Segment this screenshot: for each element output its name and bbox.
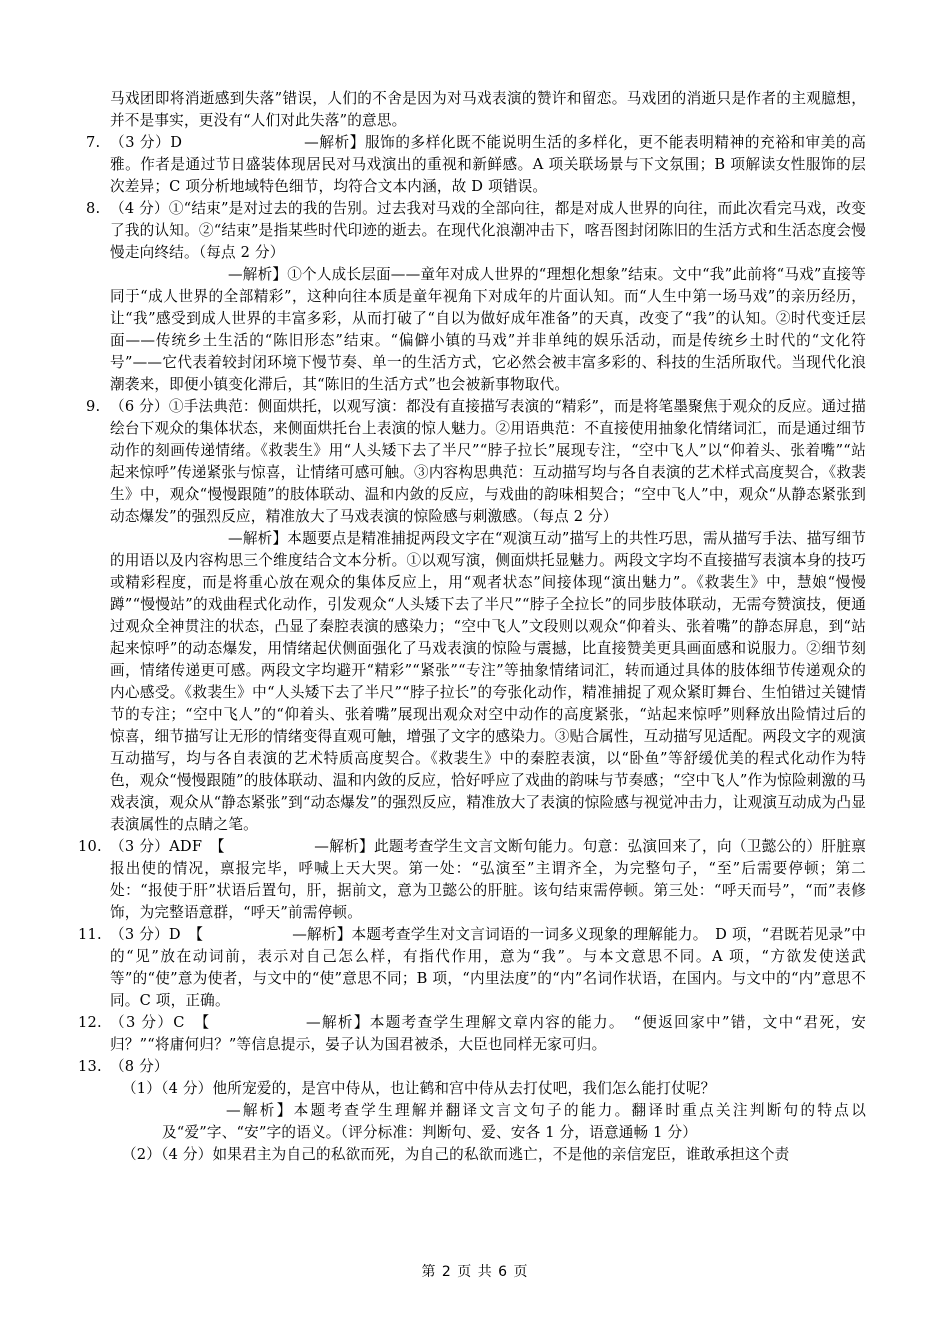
item-analysis: —解析】①个人成长层面——童年对成人世界的“理想化想象”结束。文中“我”此前将“马戏”直接等同于“成人世界的全部精彩”，这种向往本质是童年视角下对成年的片面认知。而“人生中第一场马戏”的亲历经历，让“我”感受到成人世界的丰富多彩，从而打破了“自以为做好成年准备”的天真，改变了“我”的认知。②时代变迁层面——传统乡土生活的“陈旧形态”结束。“偏僻小镇的马戏”并非单纯的娱乐活动，而是传统乡土时代的“文化符号”——它代表着较封闭环境下慢节奏、单一的生活方式，它必然会被丰富多彩的、科技的生活所取代。当现代化浪潮袭来，即便小镇变化滞后，其“陈旧的生活方式”也会被新事物取代。 (110, 266, 866, 393)
answer-item-8 (86, 198, 866, 396)
item-text: （3 分）ADF 【 —解析】此题考查学生文言文断句能力。句意：弘演回来了，向（卫懿公的）肝脏禀报出使的情况，禀报完毕，呼喊上天大哭。第一处：“弘演至”主谓齐全，为完整句子，“至”后需要停顿；第二处：“报使于肝”状语后置句，肝，据前文，意为卫懿公的肝脏。该句结束需停顿。第三处：“呼天而号”，“而”表修饰，为完整语意群，“呼天”前需停顿。 (110, 838, 866, 921)
answer-item-9 (86, 396, 866, 836)
answer-item-13 (78, 1056, 866, 1166)
intro-paragraph: 马戏团即将消逝感到失落”错误，人们的不舍是因为对马戏表演的赞许和留恋。马戏团的消逝只是作者的主观臆想，并不是事实，更没有“人们对此失落”的意思。 (110, 90, 866, 129)
item-text: （4 分）①“结束”是对过去的我的告别。过去我对马戏的全部向往，都是对成人世界的向往，而此次看完马戏，改变了我的认知。②“结束”是指某些时代印迹的逝去。在现代化浪潮冲击下，喀吾图封闭陈旧的生活方式和生活态度会慢慢走向终结。（每点 2 分） (110, 200, 866, 261)
item-text: （6 分）①手法典范：侧面烘托，以观写演：都没有直接描写表演的“精彩”，而是将笔墨聚焦于观众的反应。通过描绘台下观众的集体状态，来侧面烘托台上表演的惊人魅力。②用语典范：不直接使用抽象化情绪词汇，而是通过细节动作的刻画传递情绪。《救裴生》用“人头矮下去了半尺”“脖子拉长”展现专注，“空中飞人”以“仰着头、张着嘴”“站起来惊呼”传递紧张与惊喜，让情绪可感可触。③内容构思典范：互动描写均与各自表演的艺术样式高度契合，《救裴生》中，观众“慢慢跟随”的肢体联动、温和内敛的反应，与戏曲的韵味相契合；“空中飞人”中，观众“从静态紧张到动态爆发”的强烈反应，精准放大了马戏表演的惊险感与刺激感。（每点 2 分） (110, 398, 866, 525)
item-text: （8 分） (110, 1058, 169, 1075)
item-number: 12. (78, 1014, 102, 1031)
sub-answer-2: （2）（4 分）如果君主为自己的私欲而死，为自己的私欲而逃亡，不是他的亲信宠臣，谁敢承担这个责 (122, 1146, 790, 1163)
item-number: 9. (86, 398, 101, 415)
item-text: （3 分）C 【 —解析】本题考查学生理解文章内容的能力。 “便返回家中”错，文中“君死，安归？”“将庸何归？”等信息提示，晏子认为国君被杀，大臣也同样无家可归。 (110, 1014, 866, 1053)
item-number: 8. (86, 200, 101, 217)
answer-item-11 (78, 924, 866, 1012)
item-number: 11. (78, 926, 102, 943)
item-number: 13. (78, 1058, 102, 1075)
item-text: （3 分）D 【 —解析】本题考查学生对文言词语的一词多义现象的理解能力。 D 项，“君既若见录”中的“见”放在动词前，表示对自己怎么样，有指代作用，意为“我”。与本文意思不同。A 项，“方欲发使送武等”的“使”意为使者，与文中的“使”意思不同；B 项，“内里法度”的“内”名词作状语，在国内。与文中的“内”意思不同。C 项，正确。 (110, 926, 866, 1009)
sub-answer-1-analysis: —解析】本题考查学生理解并翻译文言文句子的能力。翻译时重点关注判断句的特点以及“爱”字、“安”字的语义。（评分标准：判断句、爱、安各 1 分，语意通畅 1 分） (162, 1102, 866, 1141)
answer-item-10 (78, 836, 866, 924)
answer-item-12 (78, 1012, 866, 1056)
item-number: 10. (78, 838, 102, 855)
item-analysis: —解析】本题要点是精准捕捉两段文字在“观演互动”描写上的共性巧思，需从描写手法、描写细节的用语以及内容构思三个维度结合文本分析。①以观写演，侧面烘托显魅力。两段文字均不直接描写表演本身的技巧或精彩程度，而是将重心放在观众的集体反应上，用“观者状态”间接体现“演出魅力”。《救裴生》中，慧娘“慢慢蹲”“慢慢站”的戏曲程式化动作，引发观众“人头矮下去了半尺”“脖子全拉长”的同步肢体联动，无需夸赞演技，便通过观众全神贯注的状态，凸显了秦腔表演的感染力；“空中飞人”文段则以观众“仰着头、张着嘴”的静态屏息，到“站起来惊呼”的动态爆发，用情绪起伏侧面强化了马戏表演的惊险与震撼，比直接赞美更具画面感和说服力。②细节刻画，情绪传递更可感。两段文字均避开“精彩”“紧张”“专注”等抽象情绪词汇，转而通过具体的肢体细节传递观众的内心感受。《救裴生》中“人头矮下去了半尺”“脖子拉长”的夸张化动作，精准捕捉了观众紧盯舞台、生怕错过关键情节的专注；“空中飞人”的“仰着头、张着嘴”展现出观众对空中动作的高度紧张，“站起来惊呼”则释放出险情过后的惊喜，细节描写让无形的情绪变得直观可触，增强了文字的感染力。③贴合属性，互动描写见适配。两段文字的观演互动描写，均与各自表演的艺术特质高度契合。《救裴生》中的秦腔表演，以“卧鱼”等舒缓优美的程式化动作为特色，观众“慢慢跟随”的肢体联动、温和内敛的反应，恰好呼应了戏曲的韵味与节奏感；“空中飞人”作为惊险刺激的马戏表演，观众从“静态紧张”到“动态爆发”的强烈反应，精准放大了表演的惊险感与视觉冲击力，让观演互动成为凸显表演属性的点睛之笔。 (110, 530, 866, 833)
page-footer: 第 2 页 共 6 页 (421, 1264, 529, 1280)
item-text: （3 分）D —解析】服饰的多样化既不能说明生活的多样化，更不能表明精神的充裕和审美的高雅。作者是通过节日盛装体现居民对马戏演出的重视和新鲜感。A 项关联场景与下文氛围；B 项解读女性服饰的层次差异；C 项分析地域特色细节，均符合文本内涵，故 D 项错误。 (110, 134, 866, 195)
answer-content (78, 88, 866, 1166)
sub-answer-1: （1）（4 分）他所宠爱的，是宫中侍从，也让鹤和宫中侍从去打仗吧，我们怎么能打仗呢？ (122, 1080, 716, 1097)
item-number: 7. (86, 134, 101, 151)
answer-item-7 (86, 132, 866, 198)
